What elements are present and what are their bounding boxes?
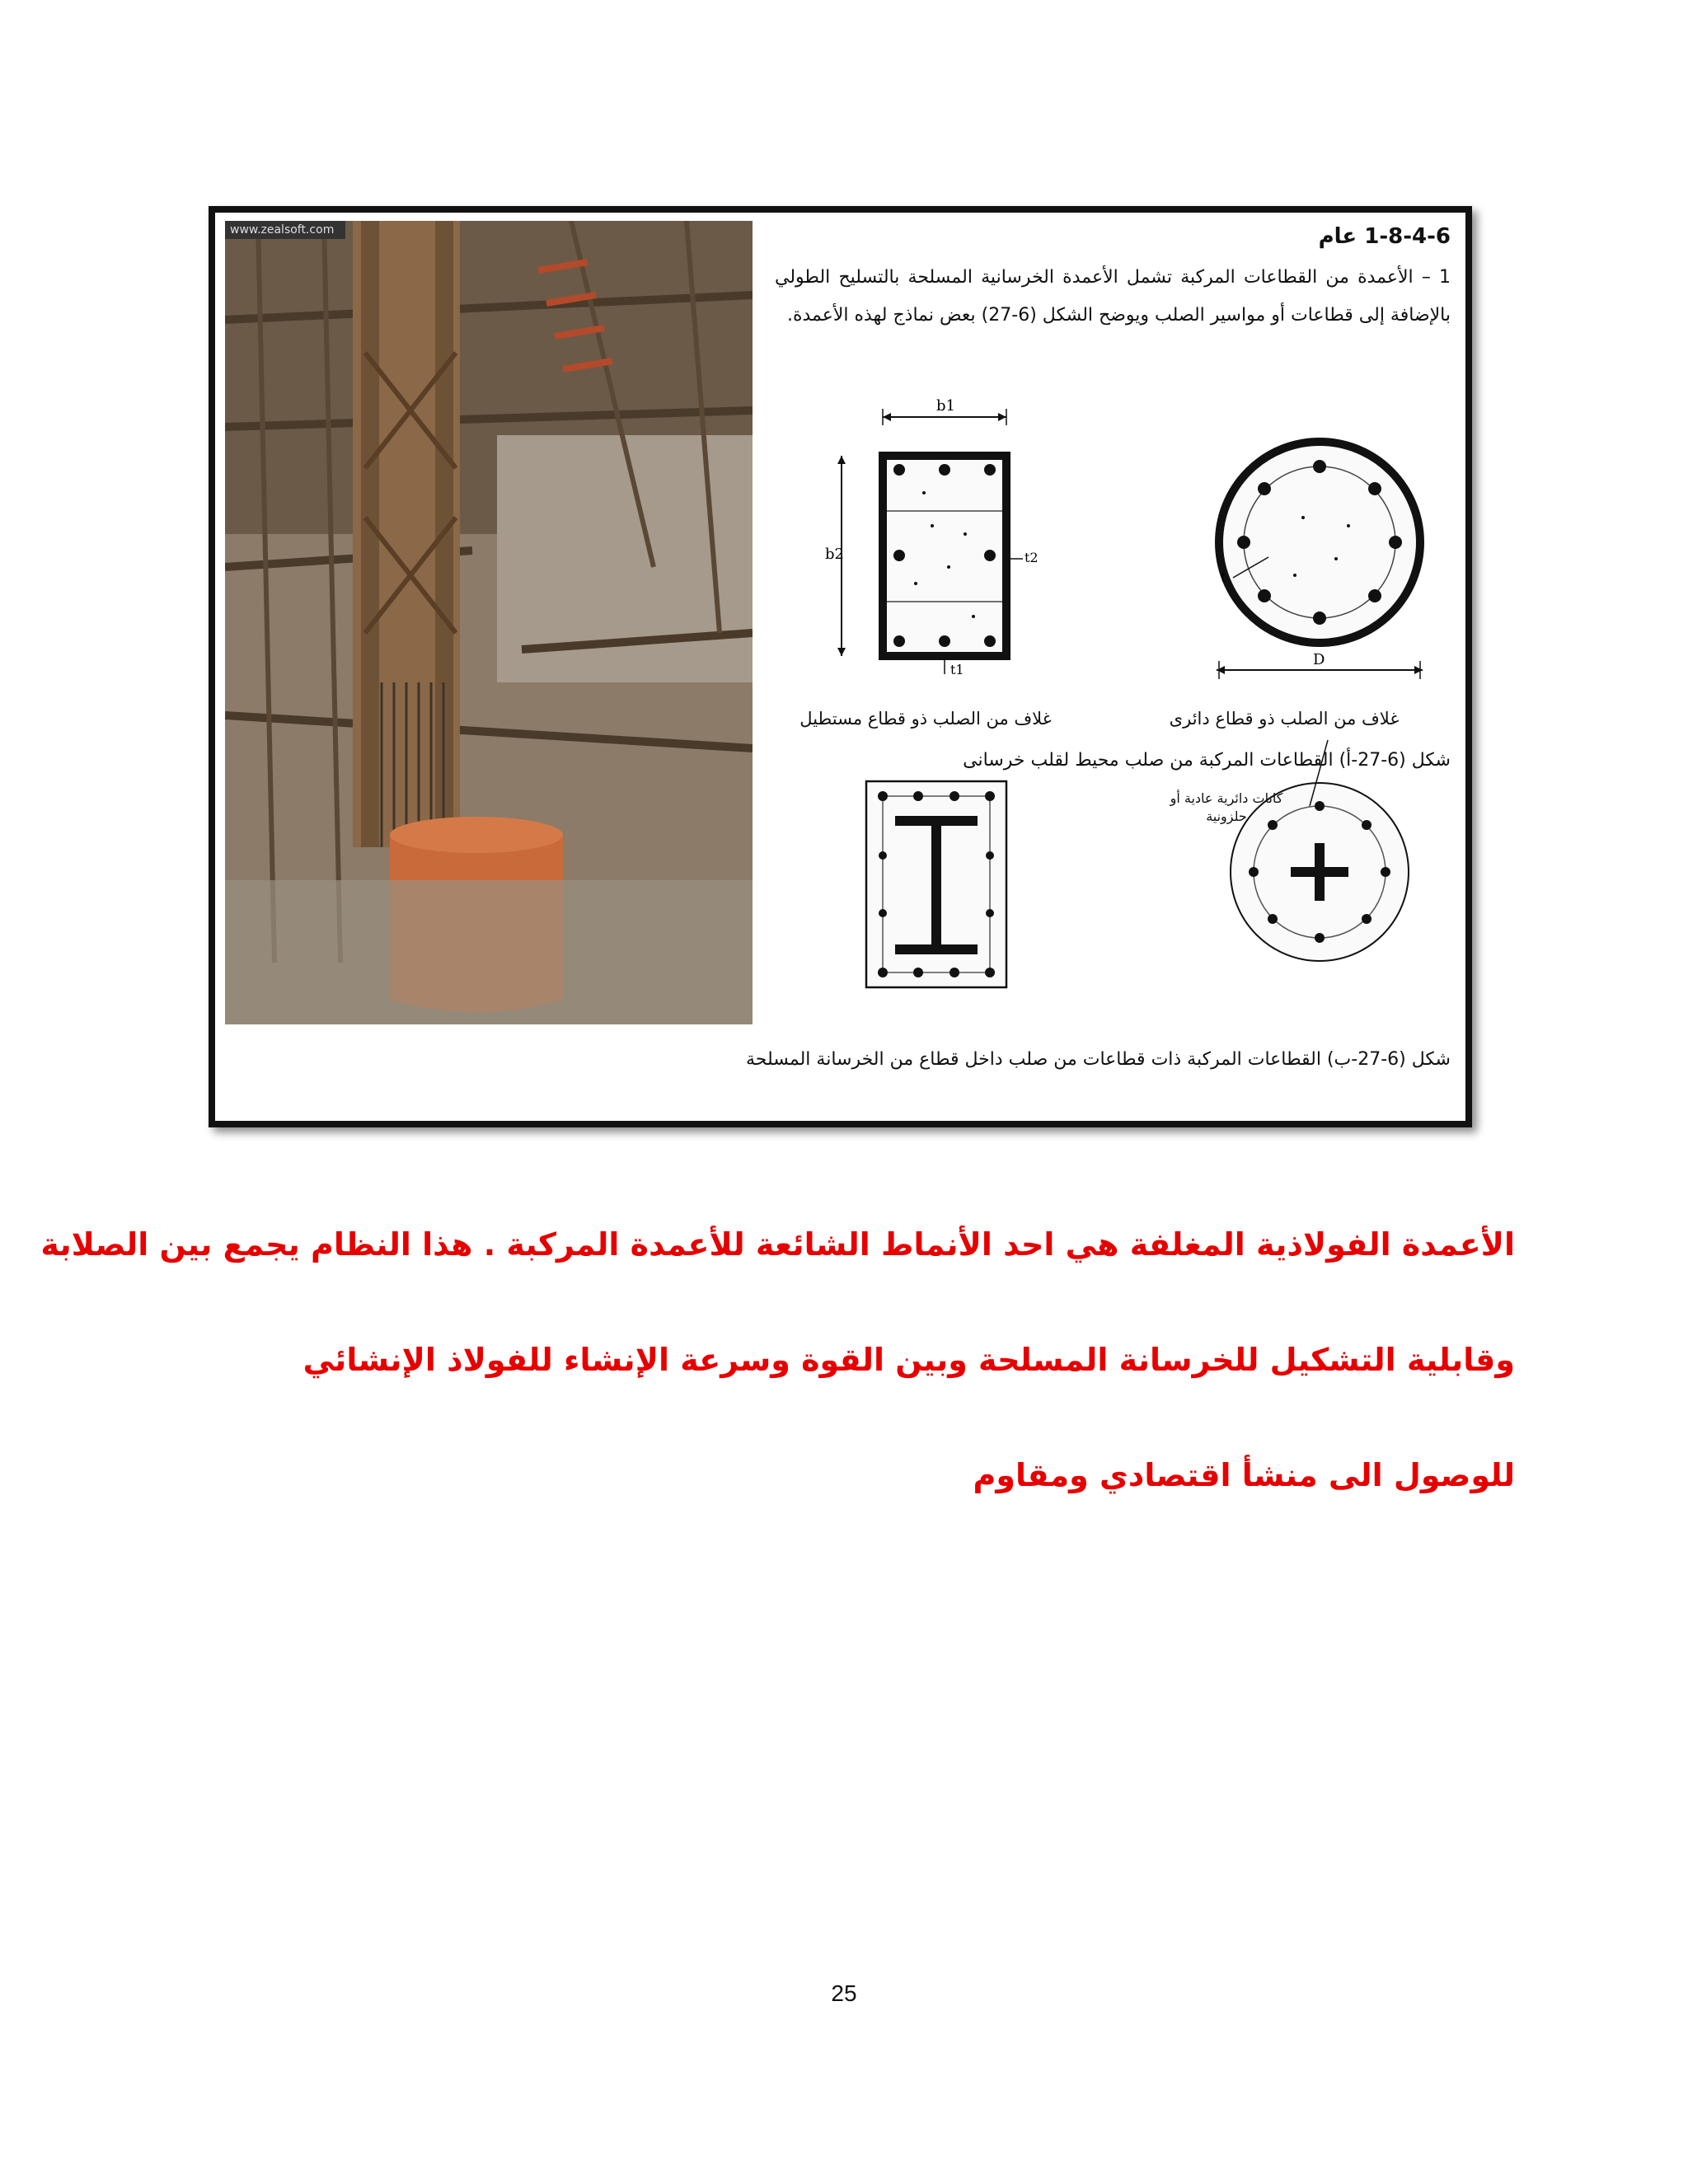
label-t2: t2: [1025, 550, 1039, 565]
construction-site-photo: [225, 221, 753, 1024]
label-b1: b1: [936, 397, 955, 415]
label-D: D: [1313, 651, 1325, 668]
label-t: t: [1221, 569, 1226, 585]
steel-column-photo-illustration: [225, 221, 753, 1024]
body-line-2: وقابلية التشكيل للخرسانة المسلحة وبين القوة وسرعة الإنشاء للفولاذ الإنشائي: [302, 1342, 1515, 1378]
encased-cross-section-diagram: [1231, 740, 1409, 961]
label-b2: b2: [825, 546, 844, 563]
rectangular-section-diagram: [825, 397, 1039, 677]
section-paragraph: 1 – الأعمدة من القطاعات المركبة تشمل الأعمدة الخرسانية المسلحة بالتسليح الطولي بالإضافة إلى قطاعات أو مواسير الصلب ويوضح الشكل (6-27) بعض نماذج لهذه الأعمدة.: [775, 267, 1451, 326]
caption-figure-b: شكل (6-27-ب) القطاعات المركبة ذات قطاعات من صلب داخل قطاع من الخرسانة المسلحة: [745, 1049, 1451, 1070]
section-heading: 1-8-4-6 عام: [1318, 224, 1451, 249]
body-line-3: للوصول الى منشأ اقتصادي ومقاوم: [973, 1457, 1515, 1493]
page-number: 25: [831, 1980, 857, 2006]
caption-figure-a: شكل (6-27-أ) القطاعات المركبة من صلب محيط لقلب خرسانى: [963, 750, 1451, 771]
caption-rectangular-section: غلاف من الصلب ذو قطاع مستطيل: [799, 709, 1052, 729]
label-t1: t1: [950, 662, 964, 677]
circular-section-diagram: [1217, 442, 1423, 679]
caption-ties: كانات دائرية عادية أو حلزونية: [1170, 790, 1283, 824]
body-paragraph: [40, 1187, 1515, 1533]
caption-circular-section: غلاف من الصلب ذو قطاع دائرى: [1169, 709, 1400, 729]
encased-i-section-diagram: [866, 781, 1006, 987]
composite-columns-figure: [209, 206, 1472, 1127]
watermark: www.zealsoft.com: [225, 221, 345, 239]
body-line-1: الأعمدة الفولاذية المغلفة هي احد الأنماط الشائعة للأعمدة المركبة . هذا النظام يجمع بين الصلابة: [40, 1226, 1515, 1263]
